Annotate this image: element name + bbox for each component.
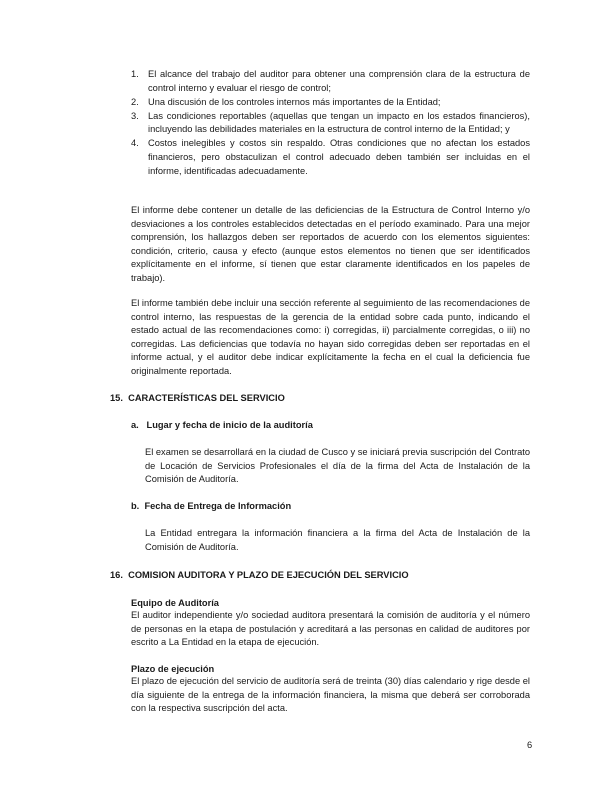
paragraph-plazo: El plazo de ejecución del servicio de auditoría será de treinta (30) días calendario y rige desde el día siguiente de la entrega de la información financiera, la misma que deberá ser corroborada con la respectiva suscripción del acta. — [131, 676, 530, 714]
paragraph-equipo: El auditor independiente y/o sociedad auditora presentará la comisión de auditoría y el número de personas en la etapa de postulación y acreditará a las personas en calidad de auditores por escrito a La Entidad en la etapa de ejecución. — [131, 610, 530, 648]
section-15-heading: 15. CARACTERÍSTICAS DEL SERVICIO — [110, 393, 285, 403]
paragraph-seguimiento: El informe también debe incluir una sección referente al seguimiento de las recomendaciones de control interno, las respuestas de la gerencia de la entidad sobre cada punto, indicando el estado actual de las recomendaciones como: i) corregidas, ii) parcialmente corregidas, o iii) no corregidas. Las deficiencias que todavía no hayan sido corregidas deben ser reportadas en el informe actual, y el auditor debe indicar explícitamente la fecha en el cual la deficiencia fue originalmente reportada. — [131, 298, 530, 376]
paragraph-deficiencias: El informe debe contener un detalle de las deficiencias de la Estructura de Control Interno y/o desviaciones a los controles establecidos detectadas en el período examinado. Para una mejor comprensión, los hallazgos deben ser reportados de acuerdo con los elementos siguientes: condición, criterio, causa y efecto (aunque estos elementos no tienen que ser identificados explícitamente en el informe, sí tienen que estar claramente identificados en los papeles de trabajo). — [131, 205, 530, 283]
list-item: 4. Costos inelegibles y costos sin respaldo. Otras condiciones que no afectan los estados financieros, pero obstaculizan el control adecuado deben también ser incluidas en el informe, identificadas adecuadamente. — [131, 138, 530, 176]
paragraph-lugar-fecha: El examen se desarrollará en la ciudad de Cusco y se iniciará previa suscripción del Contrato de Locación de Servicios Profesionales el día de la firma del Acta de Instalación de la Comisión de Auditoría. — [145, 447, 530, 485]
list-item: 1. El alcance del trabajo del auditor para obtener una comprensión clara de la estructura de control interno y evaluar el riesgo de control; — [131, 69, 530, 93]
list-item: 2. Una discusión de los controles internos más importantes de la Entidad; — [131, 96, 441, 107]
list-item: 3. Las condiciones reportables (aquellas que tengan un impacto en los estados financieros), incluyendo las debilidades materiales en la estructura de control interno de la Entidad; y — [131, 110, 530, 135]
numbered-list — [131, 68, 530, 179]
paragraph-fecha-entrega: La Entidad entregara la información financiera a la firma del Acta de Instalación de la Comisión de Auditoría. — [145, 528, 530, 552]
page-number: 6 — [527, 740, 533, 750]
section-16-heading: 16. COMISION AUDITORA Y PLAZO DE EJECUCIÓN DEL SERVICIO — [110, 570, 409, 580]
subsection-a-heading: a. Lugar y fecha de inicio de la auditoría — [131, 420, 313, 430]
subsection-b-heading: b. Fecha de Entrega de Información — [131, 501, 292, 511]
equipo-heading: Equipo de Auditoría — [131, 598, 219, 608]
plazo-heading: Plazo de ejecución — [131, 664, 215, 674]
